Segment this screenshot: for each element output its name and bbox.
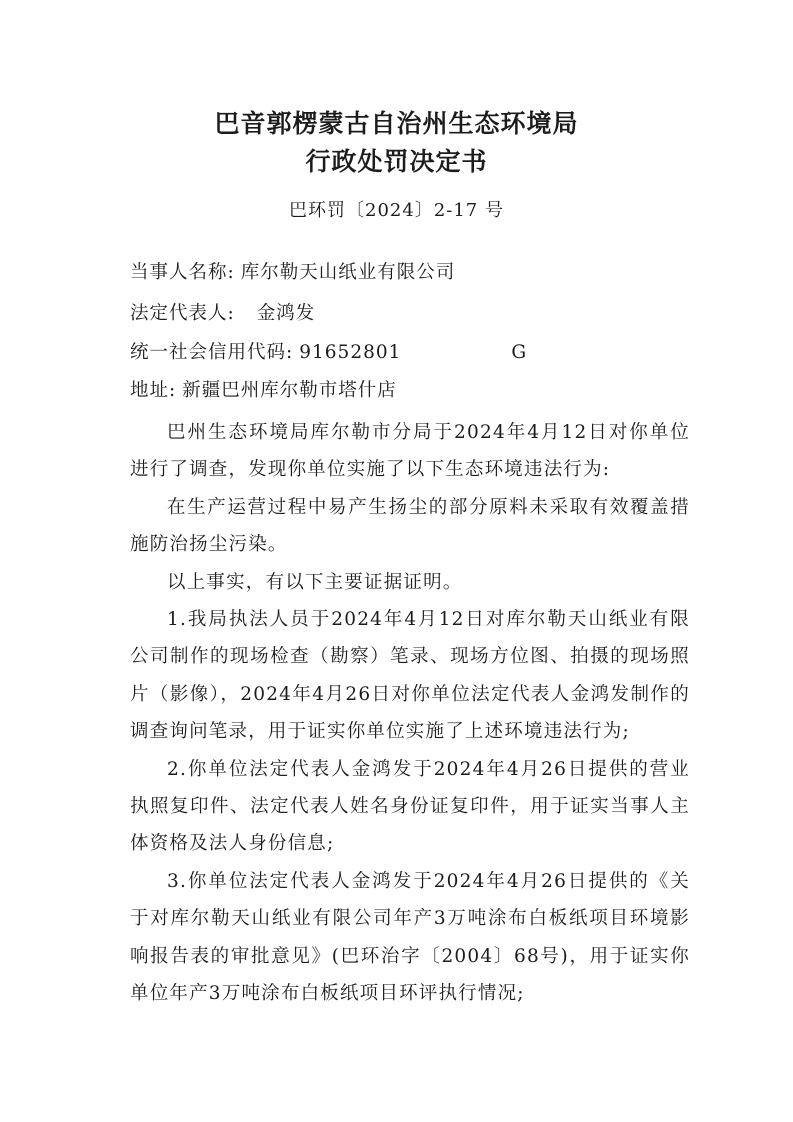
- credit-code-suffix: G: [511, 342, 528, 363]
- party-name-field: [130, 258, 455, 284]
- legal-rep-value: 金鸿发: [256, 303, 316, 324]
- document-title-issuer: 巴音郭楞蒙古自治州生态环境局: [214, 109, 579, 138]
- credit-code-field: [130, 338, 527, 364]
- party-name-label: 当事人名称:: [130, 262, 235, 283]
- redaction-block: [401, 342, 511, 364]
- address-value: 新疆巴州库尔勒市塔什店: [182, 380, 397, 401]
- credit-code-label: 统一社会信用代码:: [130, 342, 294, 363]
- address-field: [130, 376, 397, 402]
- document-title-type: 行政处罚决定书: [305, 147, 488, 176]
- paragraph-evidence-2: 2.你单位法定代表人金鸿发于2024年4月26日提供的营业执照复印件、法定代表人姓名身份证复印件，用于证实当事人主体资格及法人身份信息;: [130, 758, 690, 855]
- paragraph-evidence-3: 3.你单位法定代表人金鸿发于2024年4月26日提供的《关于对库尔勒天山纸业有限公司年产3万吨涂布白板纸项目环境影响报告表的审批意见》(巴环治字〔2004〕68号)，用于证实你单位年产3万吨涂布白板纸项目环评执行情况;: [130, 870, 690, 1005]
- decision-body: [130, 414, 690, 1013]
- legal-rep-label: 法定代表人:: [130, 303, 235, 324]
- legal-rep-field: [130, 299, 315, 325]
- paragraph-evidence-intro: 以上事实，有以下主要证据证明。: [167, 571, 463, 593]
- document-number: 巴环罚〔2024〕2-17 号: [289, 200, 504, 221]
- address-label: 地址:: [130, 380, 177, 401]
- party-name-value: 库尔勒天山纸业有限公司: [240, 262, 456, 283]
- credit-code-prefix: 91652801: [299, 342, 402, 363]
- paragraph-investigation: 巴州生态环境局库尔勒市分局于2024年4月12日对你单位进行了调查，发现你单位实施了以下生态环境违法行为:: [130, 422, 690, 481]
- paragraph-evidence-1: 1.我局执法人员于2024年4月12日对库尔勒天山纸业有限公司制作的现场检查（勘察）笔录、现场方位图、拍摄的现场照片（影像），2024年4月26日对你单位法定代表人金鸿发制作的调查询问笔录，用于证实你单位实施了上述环境违法行为;: [130, 609, 690, 743]
- paragraph-violation: 在生产运营过程中易产生扬尘的部分原料未采取有效覆盖措施防治扬尘污染。: [130, 496, 690, 556]
